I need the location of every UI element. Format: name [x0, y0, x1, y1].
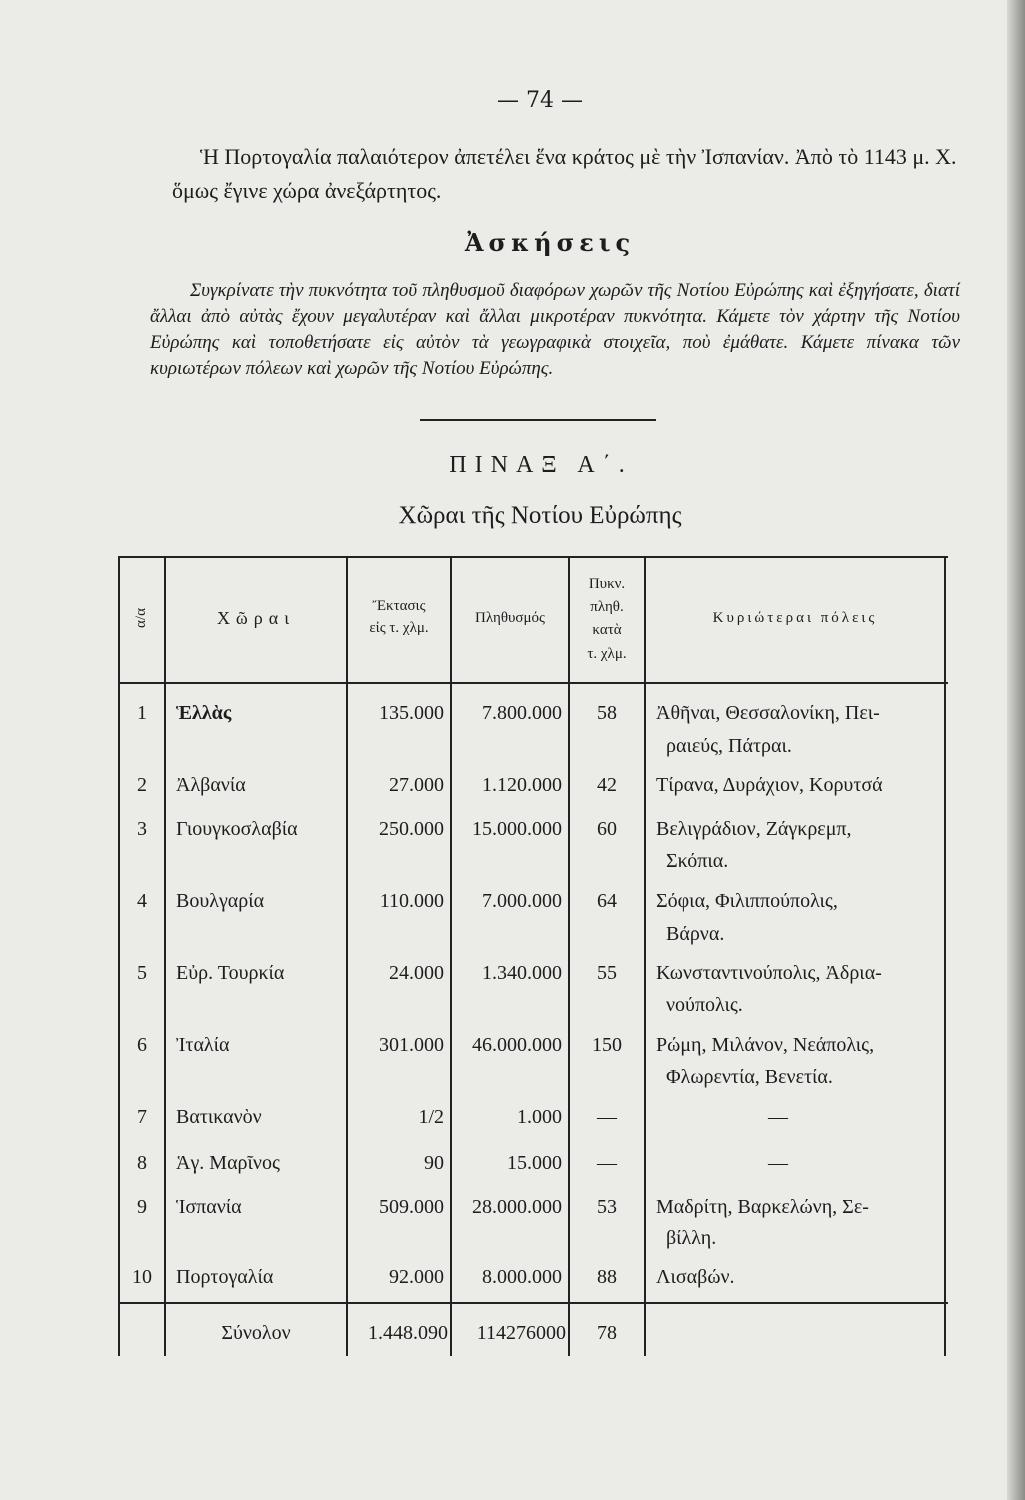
header-density-line3: κατὰ [592, 622, 622, 638]
table-top-rule [118, 556, 948, 558]
row-5-country: Εὐρ. Τουρκία [176, 962, 285, 984]
row-8-country: Ἁγ. Μαρῖνος [176, 1152, 280, 1174]
row-8-number: 8 [137, 1152, 147, 1174]
row-10-number: 10 [132, 1266, 152, 1288]
col-divider-4 [568, 556, 570, 1356]
row-9-cities-line2: βίλλη. [666, 1227, 717, 1249]
divider-rule [420, 419, 656, 421]
row-3-density: 60 [597, 818, 617, 840]
row-3-cities-line2: Σκόπια. [666, 850, 729, 872]
row-8-population: 15.000 [507, 1152, 562, 1174]
total-density: 78 [597, 1322, 617, 1344]
row-3-country: Γιουγκοσλαβία [176, 818, 298, 840]
header-density-line4: τ. χλμ. [587, 646, 627, 662]
row-10-density: 88 [597, 1266, 617, 1288]
row-4-area: 110.000 [379, 890, 444, 912]
countries-table [118, 556, 948, 1356]
row-5-area: 24.000 [389, 962, 444, 984]
table-header-rule [118, 682, 948, 684]
row-9-country: Ἱσπανία [176, 1196, 242, 1218]
row-7-number: 7 [137, 1106, 147, 1128]
row-9-number: 9 [137, 1196, 147, 1218]
header-population: Πληθυσμός [475, 610, 545, 626]
header-number: α/α [133, 608, 149, 628]
row-7-cities-line1: — [768, 1106, 788, 1128]
row-6-area: 301.000 [379, 1034, 444, 1056]
col-divider-1 [164, 556, 166, 1356]
row-5-cities-line2: νούπολις. [666, 994, 743, 1016]
row-2-cities-line1: Τίρανα, Δυράχιον, Κορυτσά [656, 774, 883, 796]
row-5-population: 1.340.000 [482, 962, 562, 984]
row-5-cities-line1: Κωνσταντινούπολις, Ἀδρια- [656, 962, 882, 984]
row-9-density: 53 [597, 1196, 617, 1218]
header-density-line1: Πυκν. [588, 576, 626, 592]
row-3-number: 3 [137, 818, 147, 840]
row-8-area: 90 [424, 1152, 444, 1174]
col-divider-5 [644, 556, 646, 1356]
row-7-density: — [597, 1106, 617, 1128]
page-gutter-shadow [1007, 0, 1025, 1500]
row-1-country: Ἑλλὰς [176, 702, 232, 724]
row-7-country: Βατικανὸν [176, 1106, 262, 1128]
row-3-cities-line1: Βελιγράδιον, Ζάγκρεμπ, [656, 818, 852, 840]
row-7-area: 1/2 [418, 1106, 444, 1128]
row-4-country: Βουλγαρία [176, 890, 265, 912]
row-3-population: 15.000.000 [472, 818, 562, 840]
total-area: 1.448.090 [368, 1322, 448, 1344]
header-cities: Κυριώτεραι πόλεις [712, 610, 878, 626]
row-8-density: — [597, 1152, 617, 1174]
row-7-population: 1.000 [517, 1106, 562, 1128]
row-4-population: 7.000.000 [482, 890, 562, 912]
row-1-population: 7.800.000 [482, 702, 562, 724]
exercises-paragraph: Συγκρίνατε τὴν πυκνότητα τοῦ πληθυσμοῦ διαφόρων χωρῶν τῆς Νοτίου Εὐρώπης καὶ ἐξηγήσατε, διατί ἄλλαι ἀπὸ αὐτὰς ἔχουν μεγαλυτέραν καὶ ἄλλαι μικροτέραν πυκνότητα. Κάμετε τὸν χάρτην τῆς Νοτίου Εὐρώπης καὶ τοποθετήσατε εἰς αὐτὸν τὰ γεωγραφικὰ στοιχεῖα, ποὺ ἐμάθατε. Κάμετε πίνακα τῶν κυριωτέρων πόλεων καὶ χωρῶν τῆς Νοτίου Εὐρώπης. [150, 280, 960, 379]
header-density-line2: πληθ. [590, 599, 624, 615]
row-1-number: 1 [137, 702, 147, 724]
row-4-number: 4 [137, 890, 147, 912]
total-population: 114276000 [476, 1322, 566, 1344]
row-6-country: Ἰταλία [176, 1034, 230, 1056]
row-2-number: 2 [137, 774, 147, 796]
col-divider-2 [346, 556, 348, 1356]
row-9-population: 28.000.000 [472, 1196, 562, 1218]
row-2-population: 1.120.000 [482, 774, 562, 796]
row-10-population: 8.000.000 [482, 1266, 562, 1288]
row-4-density: 64 [597, 890, 617, 912]
row-9-area: 509.000 [379, 1196, 444, 1218]
table-left-border [118, 556, 120, 1356]
total-label: Σύνολον [221, 1322, 291, 1344]
page-number: — 74 — [497, 88, 583, 113]
row-5-density: 55 [597, 962, 617, 984]
row-1-cities-line1: Ἀθῆναι, Θεσσαλονίκη, Πει- [656, 702, 880, 724]
row-6-density: 150 [592, 1034, 622, 1056]
row-6-cities-line2: Φλωρεντία, Βενετία. [666, 1066, 833, 1088]
row-3-area: 250.000 [379, 818, 444, 840]
row-6-population: 46.000.000 [472, 1034, 562, 1056]
row-10-cities-line1: Λισαβών. [656, 1266, 735, 1288]
row-4-cities-line2: Βάρνα. [666, 923, 725, 945]
intro-paragraph: Ἡ Πορτογαλία παλαιότερον ἀπετέλει ἕνα κράτος μὲ τὴν Ἰσπανίαν. Ἀπὸ τὸ 1143 μ. Χ. ὅμως ἔγινε χώρα ἀνεξάρτητος. [172, 144, 957, 203]
exercises-heading: Ἀσκήσεις [464, 228, 636, 257]
row-1-area: 135.000 [379, 702, 444, 724]
table-title: ΠΙΝΑΞ Α΄. [449, 452, 633, 478]
row-2-country: Ἀλβανία [176, 774, 246, 796]
table-total-rule [118, 1302, 948, 1304]
row-1-cities-line2: ραιεύς, Πάτραι. [666, 735, 792, 757]
row-10-area: 92.000 [389, 1266, 444, 1288]
row-4-cities-line1: Σόφια, Φιλιππούπολις, [656, 890, 838, 912]
row-5-number: 5 [137, 962, 147, 984]
header-area-line2: εἰς τ. χλμ. [369, 620, 429, 636]
row-1-density: 58 [597, 702, 617, 724]
header-area-line1: Ἔκτασις [372, 598, 426, 614]
header-country: Χῶραι [216, 608, 296, 628]
table-subtitle: Χῶραι τῆς Νοτίου Εὐρώπης [398, 502, 682, 529]
col-divider-3 [450, 556, 452, 1356]
row-6-number: 6 [137, 1034, 147, 1056]
row-10-country: Πορτογαλία [176, 1266, 274, 1288]
row-9-cities-line1: Μαδρίτη, Βαρκελώνη, Σε- [656, 1196, 869, 1218]
row-2-density: 42 [597, 774, 617, 796]
row-8-cities-line1: — [768, 1152, 788, 1174]
row-6-cities-line1: Ρώμη, Μιλάνον, Νεάπολις, [656, 1034, 875, 1056]
row-2-area: 27.000 [389, 774, 444, 796]
